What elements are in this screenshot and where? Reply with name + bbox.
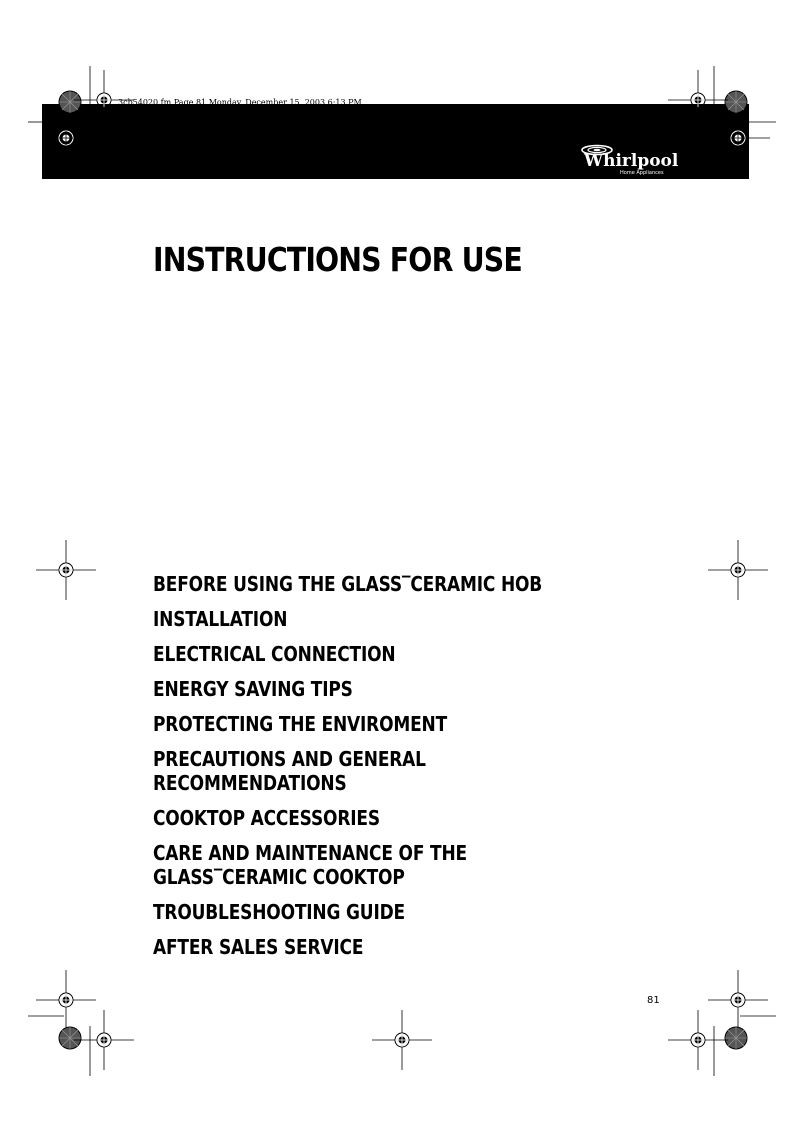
logo-wordmark: Whirlpool — [584, 151, 679, 171]
toc-item: COOKTOP ACCESSORIES — [153, 806, 380, 830]
toc-item: PRECAUTIONS AND GENERAL — [153, 747, 426, 771]
logo-subtitle: Home Appliances — [620, 170, 664, 176]
toc-item: GLASS‾CERAMIC COOKTOP — [153, 865, 405, 889]
toc-item: BEFORE USING THE GLASS‾CERAMIC HOB — [153, 572, 543, 596]
toc-item: INSTALLATION — [153, 607, 288, 631]
toc-item: ENERGY SAVING TIPS — [153, 677, 353, 701]
toc-item: RECOMMENDATIONS — [153, 771, 347, 795]
print-slug: 3cb54020.fm Page 81 Monday, December 15, 2003 6:13 PM — [118, 98, 362, 107]
toc-item: CARE AND MAINTENANCE OF THE — [153, 841, 467, 865]
toc-item: ELECTRICAL CONNECTION — [153, 642, 396, 666]
toc-item: TROUBLESHOOTING GUIDE — [153, 900, 405, 924]
toc-item: PROTECTING THE ENVIROMENT — [153, 712, 448, 736]
page-title: INSTRUCTIONS FOR USE — [153, 240, 522, 279]
page-number: 81 — [647, 995, 660, 1006]
toc-item: AFTER SALES SERVICE — [153, 935, 364, 959]
